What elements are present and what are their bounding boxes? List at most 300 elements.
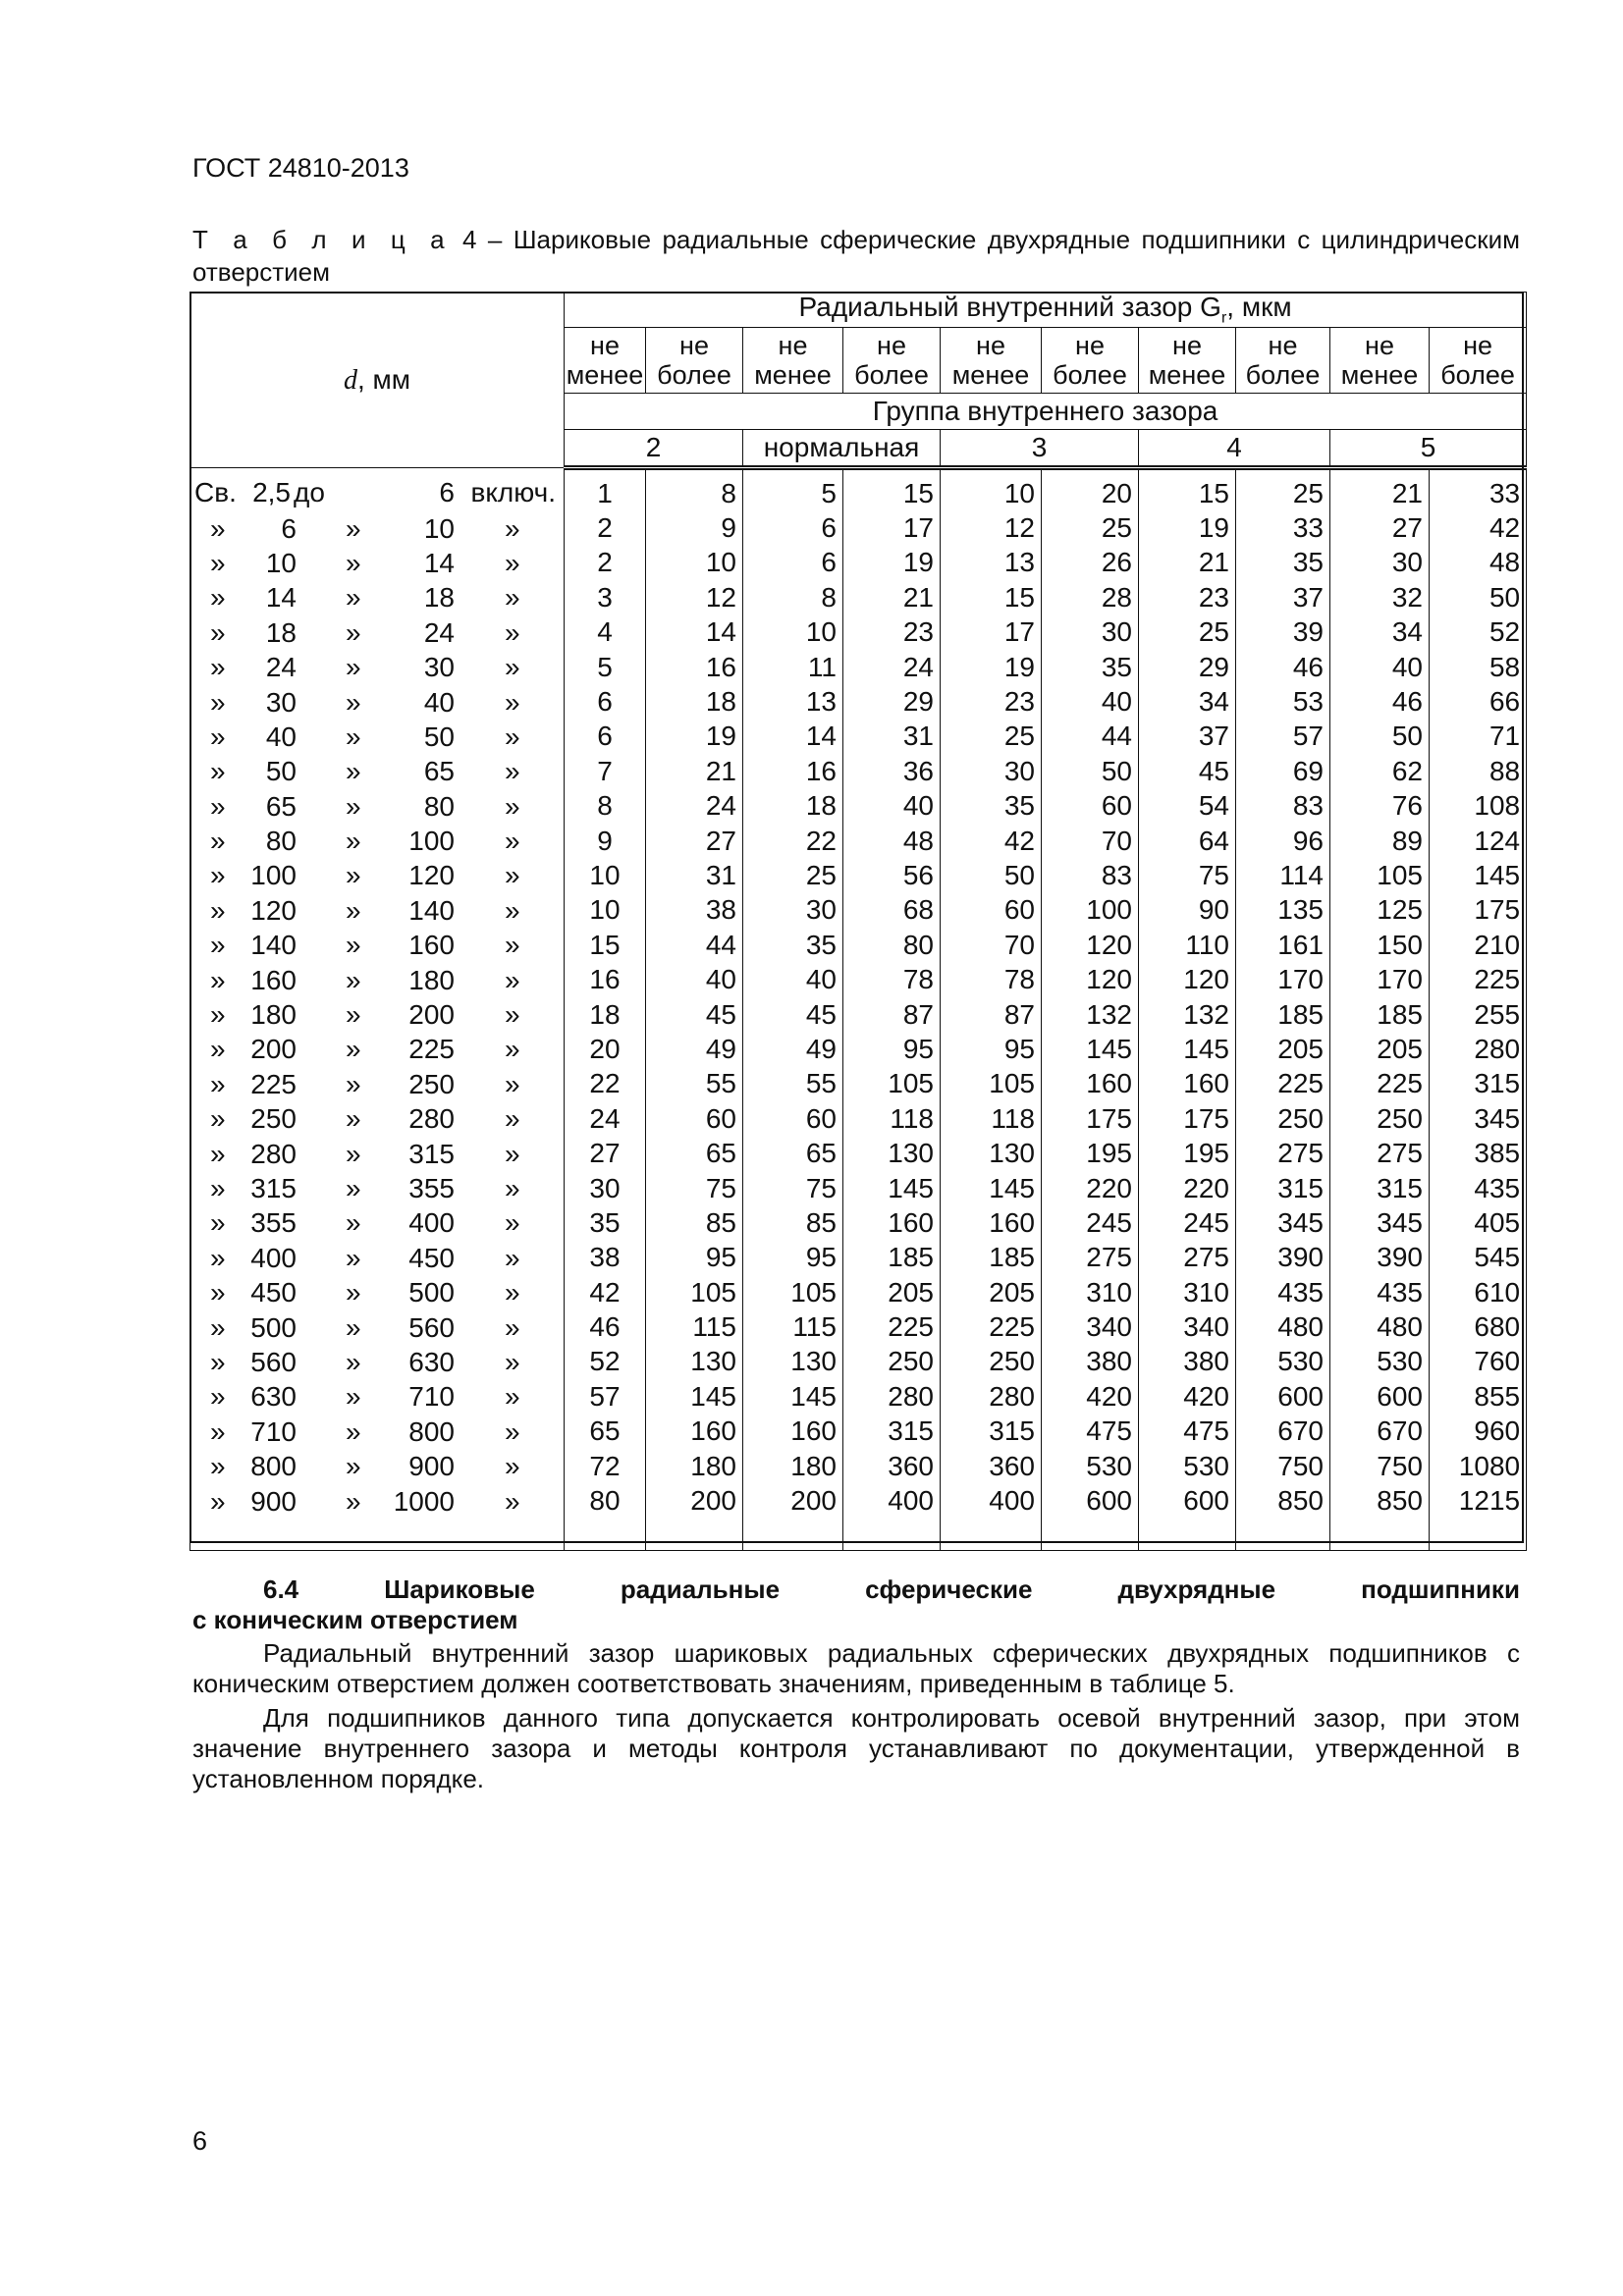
min-value-cell: 175 [1139,1101,1236,1136]
max-value-cell: 118 [843,1101,941,1136]
ditto-mark: » [346,1381,361,1413]
d-unit: , мм [356,363,411,395]
label-line: не [1365,331,1394,360]
min-value-cell: 45 [1139,754,1236,788]
ditto-mark: » [210,790,226,822]
min-value-cell: 480 [1330,1309,1430,1344]
min-value-cell: 35 [941,789,1042,824]
min-value-cell: 40 [743,962,843,996]
min-value-cell: 46 [565,1309,646,1344]
min-value-cell: 10 [743,615,843,650]
min-value-cell: 600 [1330,1379,1430,1414]
max-value-cell: 8 [646,468,743,511]
table-row [190,1483,1527,1550]
d-range-cell [190,1067,565,1101]
range-from: 14 [265,582,297,614]
max-value-cell: 390 [1236,1241,1330,1275]
min-value-cell: 125 [1330,893,1430,928]
min-value-cell: 70 [941,928,1042,962]
max-value-cell: 66 [1430,684,1527,719]
min-value-cell: 75 [743,1171,843,1205]
max-value-cell: 16 [646,650,743,684]
ditto-mark: » [346,1068,361,1099]
label-line: не [1075,331,1105,360]
max-value-cell: 83 [1042,858,1139,892]
max-value-cell: 37 [1236,580,1330,614]
max-value-cell: 600 [1042,1483,1139,1550]
min-value-cell: 22 [743,824,843,858]
range-to: 30 [423,652,455,683]
min-value-cell: 1 [565,468,646,511]
table-row [190,1449,1527,1483]
ditto-mark: » [210,1068,226,1099]
d-range-cell [190,1379,565,1414]
label-line: не [1268,331,1298,360]
max-value-cell: 250 [843,1345,941,1379]
min-value-cell: 205 [941,1275,1042,1309]
min-value-cell: 3 [565,580,646,614]
table-row [190,1415,1527,1449]
ditto-mark: » [210,756,226,787]
min-value-cell: 185 [941,1241,1042,1275]
clearance-title: Радиальный внутренний зазор G [798,291,1221,322]
d-range-cell [190,684,565,719]
range-from: 160 [250,964,297,995]
max-value-cell: 280 [843,1379,941,1414]
range-from: 400 [250,1242,297,1273]
max-value-cell: 435 [1236,1275,1330,1309]
range-to: 560 [408,1311,455,1343]
table-row [190,858,1527,892]
d-range-cell [190,720,565,754]
max-value-cell: 145 [1430,858,1527,892]
max-value-cell: 100 [1042,893,1139,928]
d-range-cell [190,789,565,824]
min-value-cell: 21 [1139,546,1236,580]
range-from: 80 [265,826,297,857]
ditto-mark: » [505,1451,520,1482]
min-value-cell: 87 [941,997,1042,1032]
max-value-cell: 57 [1236,720,1330,754]
table-row [190,928,1527,962]
min-value-cell: 8 [743,580,843,614]
min-value-cell: 7 [565,754,646,788]
range-from: 140 [250,930,297,961]
min-value-cell: 670 [1330,1415,1430,1449]
ditto-mark: » [210,721,226,752]
min-value-cell: 60 [941,893,1042,928]
ditto-mark: » [505,1311,520,1343]
range-from: 180 [250,999,297,1031]
max-value-cell: 27 [646,824,743,858]
min-value-cell: 6 [565,720,646,754]
range-from: 710 [250,1415,297,1447]
range-to: 1000 [393,1485,455,1517]
min-value-cell: 160 [743,1415,843,1449]
min-value-cell: 12 [941,510,1042,545]
max-value-cell: 14 [646,615,743,650]
d-range-cell [190,754,565,788]
max-value-cell: 385 [1430,1136,1527,1170]
min-value-cell: 32 [1330,580,1430,614]
max-value-cell: 44 [646,928,743,962]
range-from: 30 [265,686,297,718]
clearance-header [565,293,1527,328]
ditto-mark: » [346,1485,361,1517]
max-value-cell: 750 [1236,1449,1330,1483]
table-row [190,1309,1527,1344]
range-from: 800 [250,1451,297,1482]
min-value-cell: 180 [743,1449,843,1483]
ditto-mark: » [505,686,520,718]
ditto-mark: » [210,1381,226,1413]
min-value-cell: 90 [1139,893,1236,928]
ditto-mark: » [210,1485,226,1517]
label-line: не [590,331,620,360]
max-value-cell: 20 [1042,468,1139,511]
ditto-mark: » [210,1451,226,1482]
ditto-mark: » [505,1207,520,1239]
range-to: 24 [423,616,455,648]
range-to: 180 [408,964,455,995]
min-value-cell: 34 [1139,684,1236,719]
ditto-mark: » [505,756,520,787]
min-value-cell: 9 [565,824,646,858]
max-value-cell: 68 [843,893,941,928]
ditto-mark: » [505,652,520,683]
range-to: 500 [408,1277,455,1308]
section-title-word: двухрядные [1117,1575,1276,1604]
ditto-mark: » [210,686,226,718]
table-row [190,720,1527,754]
min-value-cell: 27 [565,1136,646,1170]
max-value-cell: 78 [843,962,941,996]
min-value-cell: 95 [743,1241,843,1275]
min-value-cell: 530 [1330,1345,1430,1379]
max-value-cell: 130 [646,1345,743,1379]
min-value-cell: 10 [941,468,1042,511]
ditto-mark: » [505,1103,520,1135]
ditto-mark: » [210,1173,226,1203]
min-value-cell: 46 [1330,684,1430,719]
ditto-mark: » [346,1311,361,1343]
max-value-cell: 30 [1042,615,1139,650]
min-value-cell: 4 [565,615,646,650]
min-value-cell: 27 [1330,510,1430,545]
range-to: 120 [408,860,455,891]
max-value-cell: 45 [646,997,743,1032]
max-value-cell: 46 [1236,650,1330,684]
d-range-cell [190,580,565,614]
max-value-cell: 25 [1042,510,1139,545]
range-from: 24 [265,652,297,683]
d-symbol: d [343,364,357,396]
max-value-cell: 114 [1236,858,1330,892]
max-value-cell: 160 [646,1415,743,1449]
max-value-cell: 160 [1042,1067,1139,1101]
max-value-cell: 80 [843,928,941,962]
d-range-cell [190,650,565,684]
max-value-cell: 95 [646,1241,743,1275]
table-row [190,510,1527,545]
min-value-cell: 275 [1139,1241,1236,1275]
min-value-cell: 89 [1330,824,1430,858]
max-value-cell: 205 [1236,1032,1330,1066]
caption-prefix: Т а б л и ц а [192,225,452,254]
max-value-cell: 132 [1042,997,1139,1032]
ditto-mark: » [346,721,361,752]
max-value-cell: 170 [1236,962,1330,996]
max-value-cell: 70 [1042,824,1139,858]
min-value-cell: 345 [1330,1205,1430,1240]
max-value-cell: 21 [843,580,941,614]
range-from: 40 [265,721,297,752]
max-value-cell: 315 [1236,1171,1330,1205]
min-value-cell: 62 [1330,754,1430,788]
max-label [843,328,941,394]
label-line: более [1245,360,1321,390]
range-to: 355 [408,1173,455,1203]
max-value-cell: 480 [1236,1309,1330,1344]
range-from: 10 [265,547,297,578]
min-value-cell: 21 [1330,468,1430,511]
d-range-cell [190,1241,565,1275]
max-value-cell: 71 [1430,720,1527,754]
table-row [190,1101,1527,1136]
max-value-cell: 12 [646,580,743,614]
ditto-mark: » [505,1277,520,1308]
range-from: 200 [250,1034,297,1065]
min-value-cell: 250 [1330,1101,1430,1136]
ditto-mark: » [505,512,520,544]
table-row [190,1379,1527,1414]
min-value-cell: 52 [565,1345,646,1379]
range-to: 450 [408,1242,455,1273]
min-value-cell: 25 [1139,615,1236,650]
max-value-cell: 245 [1042,1205,1139,1240]
min-value-cell: 24 [565,1101,646,1136]
max-value-cell: 75 [646,1171,743,1205]
min-value-cell: 30 [565,1171,646,1205]
max-value-cell: 275 [1042,1241,1139,1275]
max-value-cell: 145 [646,1379,743,1414]
min-value-cell: 11 [743,650,843,684]
ditto-mark: » [346,686,361,718]
max-value-cell: 23 [843,615,941,650]
max-label [1430,328,1527,394]
d-range-cell [190,510,565,545]
caption-number: 4 [462,225,477,254]
min-value-cell: 315 [1330,1171,1430,1205]
ditto-mark: » [346,547,361,578]
clearance-subscript: r [1220,309,1227,327]
min-value-cell: 20 [565,1032,646,1066]
min-value-cell: 19 [941,650,1042,684]
min-value-cell: 16 [565,962,646,996]
max-value-cell: 130 [843,1136,941,1170]
range-to: 800 [408,1415,455,1447]
table-row [190,1205,1527,1240]
range-to: 200 [408,999,455,1031]
label-line: не [1463,331,1493,360]
min-value-cell: 35 [743,928,843,962]
ditto-mark: » [210,582,226,614]
section-title-word: Шариковые [384,1575,535,1604]
table-row [190,546,1527,580]
group-label: 3 [941,430,1139,468]
page-number: 6 [192,2126,208,2156]
table-row [190,789,1527,824]
table-row [190,1241,1527,1275]
group-label: нормальная [743,430,941,468]
max-value-cell: 17 [843,510,941,545]
table-row [190,962,1527,996]
table-row [190,1032,1527,1066]
max-value-cell: 18 [646,684,743,719]
min-value-cell: 23 [1139,580,1236,614]
ditto-mark: » [505,1346,520,1377]
max-value-cell: 205 [843,1275,941,1309]
max-value-cell: 200 [646,1483,743,1550]
min-value-cell: 245 [1139,1205,1236,1240]
range-to: 280 [408,1103,455,1135]
max-value-cell: 195 [1042,1136,1139,1170]
max-value-cell: 145 [843,1171,941,1205]
min-value-cell: 23 [941,684,1042,719]
range-to: 80 [423,790,455,822]
min-value-cell: 420 [1139,1379,1236,1414]
max-value-cell: 161 [1236,928,1330,962]
min-value-cell: 315 [941,1415,1042,1449]
min-value-cell: 60 [743,1101,843,1136]
section-title-line2: с коническим отверстием [192,1605,518,1634]
ditto-mark: » [346,1173,361,1203]
range-from: 560 [250,1346,297,1377]
max-value-cell: 120 [1042,962,1139,996]
min-label [1330,328,1430,394]
ditto-mark: » [505,790,520,822]
min-label [941,328,1042,394]
max-value-cell: 160 [843,1205,941,1240]
min-value-cell: 2 [565,510,646,545]
max-value-cell: 530 [1042,1449,1139,1483]
min-value-cell: 5 [743,468,843,511]
max-value-cell: 435 [1430,1171,1527,1205]
label-line: не [778,331,808,360]
d-range-cell [190,1345,565,1379]
ditto-mark: » [210,1207,226,1239]
max-value-cell: 380 [1042,1345,1139,1379]
max-value-cell: 340 [1042,1309,1139,1344]
ditto-mark: » [505,894,520,926]
min-value-cell: 160 [941,1205,1042,1240]
min-value-cell: 150 [1330,928,1430,962]
min-value-cell: 750 [1330,1449,1430,1483]
min-value-cell: 30 [941,754,1042,788]
range-to: 225 [408,1034,455,1065]
range-from: 450 [250,1277,297,1308]
section-title [192,1575,1520,1605]
ditto-mark: » [210,652,226,683]
min-value-cell: 19 [1139,510,1236,545]
range-to: 900 [408,1451,455,1482]
range-suffix: включ. [470,477,556,508]
max-value-cell: 40 [1042,684,1139,719]
range-to: 250 [408,1068,455,1099]
range-to: 50 [423,721,455,752]
ditto-mark: » [346,1034,361,1065]
min-value-cell: 145 [1139,1032,1236,1066]
min-value-cell: 50 [941,858,1042,892]
min-value-cell: 18 [743,789,843,824]
range-from: 120 [250,894,297,926]
range-from: 18 [265,616,297,648]
label-line: менее [951,360,1030,390]
min-value-cell: 18 [565,997,646,1032]
d-range-cell [190,1483,565,1550]
min-value-cell: 195 [1139,1136,1236,1170]
min-value-cell: 8 [565,789,646,824]
max-value-cell: 120 [1042,928,1139,962]
section-paragraph-2: Для подшипников данного типа допускается контролировать осевой внутренний зазор, при этом значение внутреннего зазора и методы контроля устанавливают по документации, утвержденной в установленном порядке. [192,1703,1520,1793]
min-value-cell: 95 [941,1032,1042,1066]
min-value-cell: 38 [565,1241,646,1275]
d-header [190,293,565,468]
max-value-cell: 180 [646,1449,743,1483]
max-value-cell: 69 [1236,754,1330,788]
ditto-mark: » [505,1068,520,1099]
max-value-cell: 28 [1042,580,1139,614]
min-value-cell: 310 [1139,1275,1236,1309]
min-value-cell: 145 [941,1171,1042,1205]
label-line: не [976,331,1005,360]
min-value-cell: 250 [941,1345,1042,1379]
min-value-cell: 85 [743,1205,843,1240]
max-value-cell: 310 [1042,1275,1139,1309]
max-value-cell: 60 [1042,789,1139,824]
min-label [1139,328,1236,394]
max-value-cell: 760 [1430,1345,1527,1379]
max-value-cell: 48 [1430,546,1527,580]
range-to: 18 [423,582,455,614]
min-value-cell: 160 [1139,1067,1236,1101]
min-value-cell: 22 [565,1067,646,1101]
d-range-cell [190,928,565,962]
caption-text: – Шариковые радиальные сферические двухрядные подшипники с цилиндрическим отверстием [192,225,1520,287]
max-value-cell: 48 [843,824,941,858]
min-value-cell: 54 [1139,789,1236,824]
min-value-cell: 45 [743,997,843,1032]
min-value-cell: 400 [941,1483,1042,1550]
min-value-cell: 105 [743,1275,843,1309]
min-value-cell: 130 [941,1136,1042,1170]
ditto-mark: » [346,1451,361,1482]
max-label [646,328,743,394]
min-value-cell: 78 [941,962,1042,996]
min-value-cell: 600 [1139,1483,1236,1550]
ditto-mark: » [346,652,361,683]
ditto-mark: » [210,1242,226,1273]
range-to: 14 [423,547,455,578]
label-line: более [657,360,731,390]
ditto-mark: » [210,616,226,648]
ditto-mark: » [505,1485,520,1517]
table-row [190,893,1527,928]
max-value-cell: 9 [646,510,743,545]
document-header: ГОСТ 24810-2013 [192,153,409,183]
range-to: 100 [408,826,455,857]
ditto-mark: » [505,826,520,857]
